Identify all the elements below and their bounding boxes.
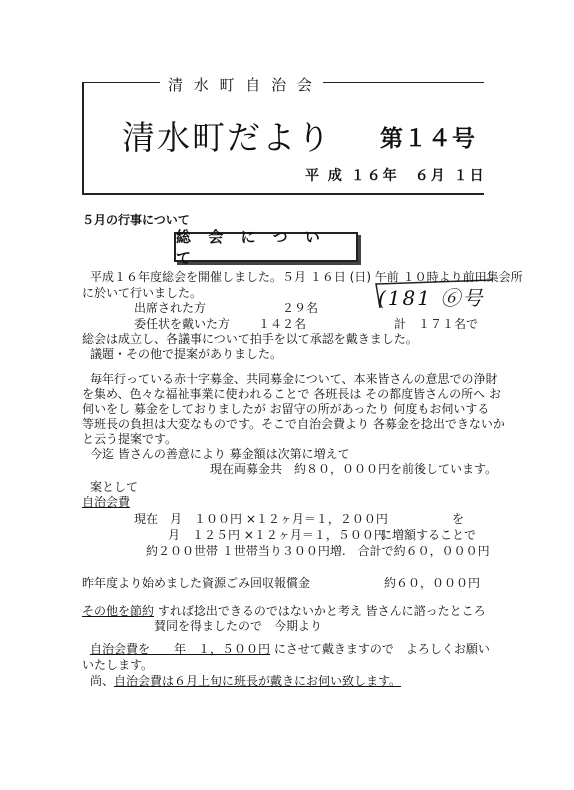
final-prefix: 尚、: [90, 674, 115, 688]
p1-line5: 総会は成立し、各議事について拍手を以て承認を戴きました。: [82, 332, 418, 346]
final-fee: 自治会費を 年 １，５００円: [90, 642, 271, 656]
p2-line7: 現在両募金共 約８０，０００円を前後しています。: [210, 462, 498, 476]
handwritten-note: (181 ⑥号: [378, 282, 484, 311]
section-heading: ５月の行事について: [82, 213, 190, 227]
p1-line1: 平成１６年度総会を開催しました。５月 １６日 (日) 午前 １０時より前田集会所: [90, 270, 523, 284]
p2-line4: 等班長の負担は大変なものです。そこで自治会費より 各募金を捻出できないか: [82, 417, 505, 431]
p1-line2: に於いて行いました。: [82, 286, 203, 300]
fee-line1: 現在 月 １００円 ×１２ヶ月＝１，２００円: [134, 512, 388, 526]
proposal-label: 案として: [90, 480, 139, 494]
p2-line1: 毎年行っている赤十字募金、共同募金について、本来皆さんの意思での浄財: [90, 372, 498, 386]
p2-line2: を集め、色々な福祉事業に使われることで 各班長は その都度皆さんの所へ お: [82, 387, 501, 401]
fee-line2: 月 １２５円 ×１２ヶ月＝１，５００円: [168, 528, 386, 542]
p2-line6: 今迄 皆さんの善意により 募金額は次第に増えて: [90, 447, 350, 461]
attend-value: ２９名: [282, 301, 319, 315]
final-text: にさせて戴きますので よろしくお願い: [270, 642, 490, 656]
final-line2: いたします。: [82, 658, 154, 672]
attend-label: 出席された方: [134, 301, 207, 315]
p2-line5: と云う提案です。: [82, 432, 178, 446]
recycle-value: 約６０，０００円: [384, 576, 481, 590]
recycle-label: 昨年度より始めました資源ごみ回収報償金: [82, 576, 311, 590]
fee-line3: 約２００世帯 １世帯当り３００円増. 合計で約６０，０００円: [146, 544, 490, 558]
total-count: 計 １７１名で: [394, 317, 479, 331]
fee-line1-suffix: を: [452, 512, 465, 526]
proxy-value: １４２名: [258, 317, 307, 331]
p2-line3: 伺いをし 募金をしておりましたが お留守の所があったり 何度もお伺いする: [82, 402, 490, 416]
organization-name: 清 水 町 自 治 会: [160, 74, 323, 95]
boxed-title: 総 会 に つ い て: [174, 232, 358, 262]
issue-number: 第１４号: [380, 126, 476, 152]
issue-date: 平 成 １６年 ６月 １日: [305, 168, 486, 184]
proxy-label: 委任状を戴いた方: [134, 317, 231, 331]
saving-label: その他を節約: [82, 604, 155, 618]
fee-heading: 自治会費: [82, 495, 131, 509]
p1-line6: 議題・その他で提案がありました。: [90, 347, 283, 361]
newsletter-title: 清水町だより: [122, 118, 332, 157]
collection-note: 自治会費は６月上旬に班長が戴きにお伺い致します。: [114, 674, 402, 688]
saving-text: すれば捻出できるのではないかと考え 皆さんに諮ったところ: [154, 604, 486, 618]
saving-line2: 賛同を得ましたので 今期より: [154, 619, 323, 633]
fee-line2-suffix: に増額することで: [380, 528, 477, 542]
